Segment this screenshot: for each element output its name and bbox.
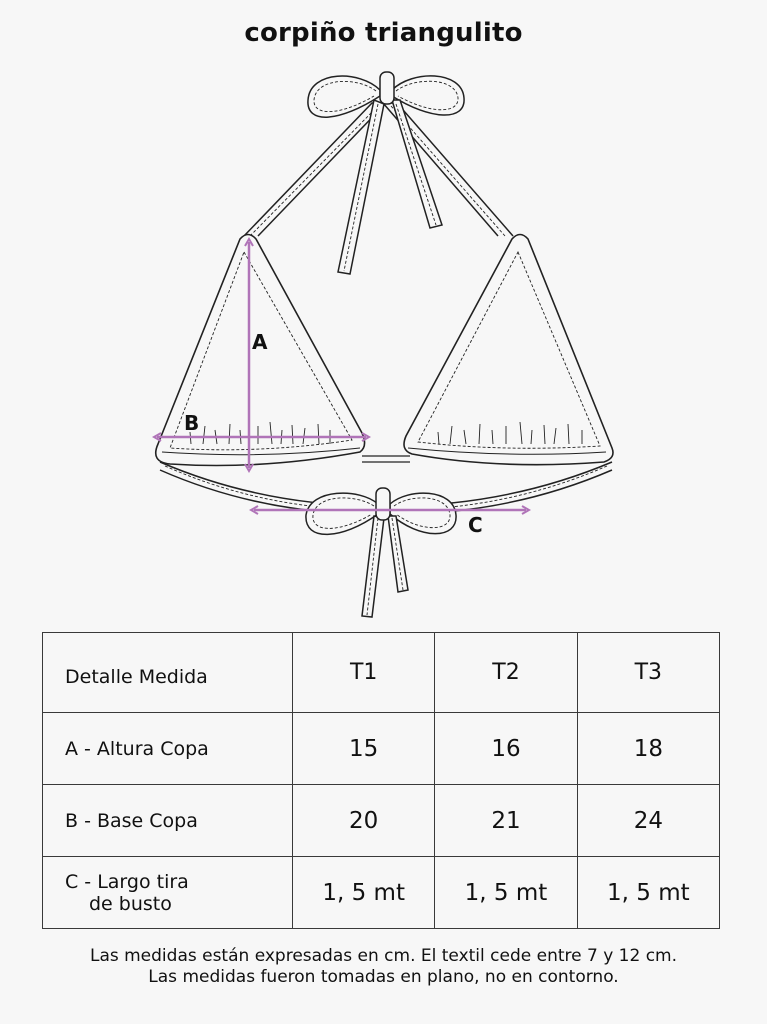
row-label-line1: C - Largo tira [65, 870, 189, 893]
header-t3: T3 [577, 633, 719, 713]
cell-value: 20 [293, 785, 435, 857]
back-bow [306, 488, 456, 617]
cell-value: 1, 5 mt [293, 857, 435, 929]
bikini-top-diagram [0, 60, 767, 630]
row-label: B - Base Copa [43, 785, 293, 857]
cell-value: 21 [435, 785, 577, 857]
size-table [42, 632, 720, 929]
note-line-1: Las medidas están expresadas en cm. El textil cede entre 7 y 12 cm. [89, 946, 678, 966]
table-header-row [43, 633, 720, 713]
cell-value: 16 [435, 713, 577, 785]
measurement-notes [0, 946, 767, 988]
row-label: A - Altura Copa [43, 713, 293, 785]
header-t2: T2 [435, 633, 577, 713]
page-title: corpiño triangulito [244, 18, 523, 48]
header-t1: T1 [293, 633, 435, 713]
label-b: B [184, 411, 200, 435]
table-row [43, 785, 720, 857]
header-detail: Detalle Medida [43, 633, 293, 713]
cell-value: 15 [293, 713, 435, 785]
cell-value: 1, 5 mt [435, 857, 577, 929]
table-row [43, 857, 720, 929]
cell-value: 1, 5 mt [577, 857, 719, 929]
neck-bow [308, 72, 464, 274]
cell-value: 18 [577, 713, 719, 785]
cell-value: 24 [577, 785, 719, 857]
table-row [43, 713, 720, 785]
row-label-line2: de busto [89, 892, 172, 915]
right-cup [404, 235, 613, 465]
note-line-2: Las medidas fueron tomadas en plano, no en contorno. [148, 967, 619, 987]
label-c: C [468, 513, 483, 537]
label-a: A [252, 330, 268, 354]
row-label [43, 857, 293, 929]
